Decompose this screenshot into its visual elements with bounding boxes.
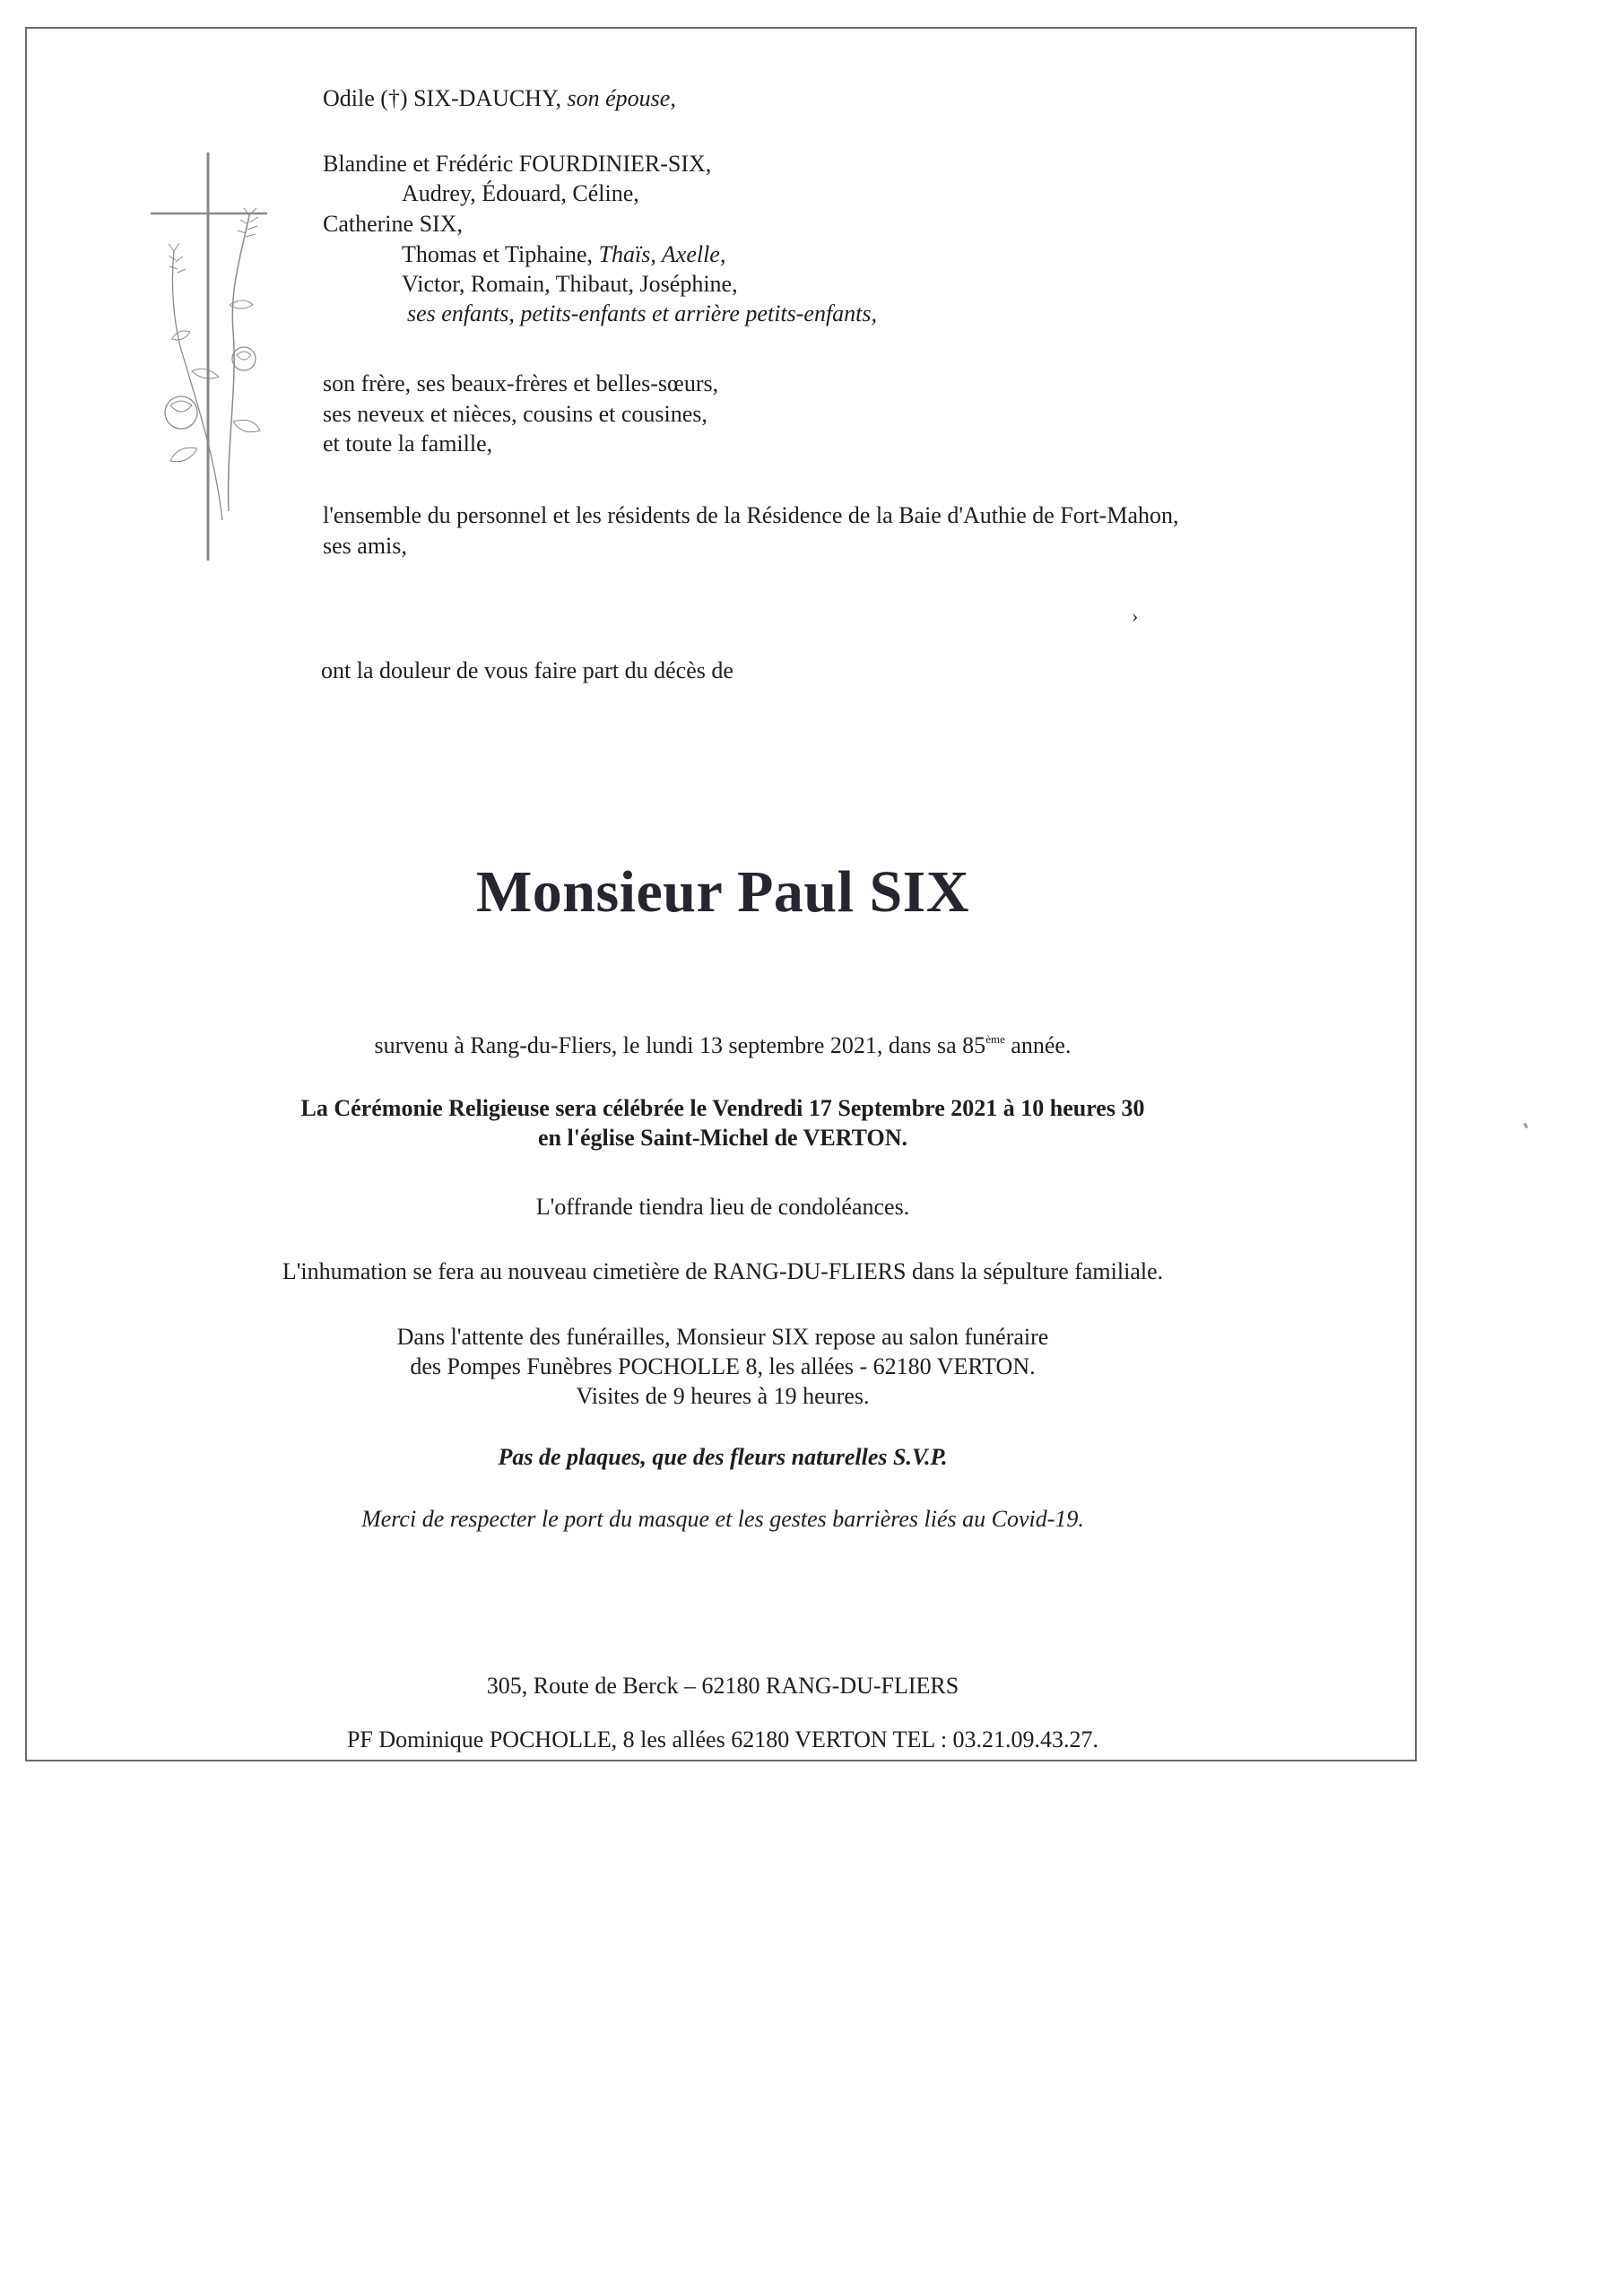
ceremony-line-1: La Cérémonie Religieuse sera célébrée le Vendredi 17 Septembre 2021 à 10 heures 30	[300, 1095, 1145, 1121]
ceremony-line-2: en l'église Saint-Michel de VERTON.	[538, 1125, 907, 1151]
announce-line: ont la douleur de vous faire part du décès de	[321, 657, 733, 683]
address-line: 305, Route de Berck – 62180 RANG-DU-FLIERS	[486, 1673, 959, 1699]
nephews-line: ses neveux et nièces, cousins et cousines,	[323, 401, 707, 427]
rest-line-3: Visites de 9 heures à 19 heures.	[576, 1383, 870, 1409]
death-text: survenu à Rang-du-Fliers, le lundi 13 septembre 2021, dans sa 85	[374, 1032, 986, 1058]
funeral-home-line: PF Dominique POCHOLLE, 8 les allées 62180 VERTON TEL : 03.21.09.43.27.	[346, 1726, 1099, 1752]
wife-role: son épouse,	[567, 85, 676, 111]
death-sup: ème	[985, 1032, 1005, 1046]
child2-line: Catherine SIX,	[323, 211, 463, 237]
great-grandchildren-names: Thaïs, Axelle,	[598, 241, 726, 267]
stray-mark: ›	[1132, 604, 1139, 627]
wife-line	[323, 84, 676, 113]
rest-line-1: Dans l'attente des funérailles, Monsieur SIX repose au salon funéraire	[396, 1324, 1049, 1350]
burial-line: L'inhumation se fera au nouveau cimetière de RANG-DU-FLIERS dans la sépulture familiale.	[282, 1258, 1164, 1284]
offering-line: L'offrande tiendra lieu de condoléances.	[535, 1194, 910, 1220]
child2-kids-b-line: Victor, Romain, Thibaut, Joséphine,	[402, 271, 738, 297]
residence-line: l'ensemble du personnel et les résidents de la Résidence de la Baie d'Authie de Fort-Mahon,	[323, 502, 1179, 528]
family-line: et toute la famille,	[323, 430, 493, 457]
siblings-line: son frère, ses beaux-frères et belles-sœurs,	[323, 370, 719, 396]
rest-line-2: des Pompes Funèbres POCHOLLE 8, les allées - 62180 VERTON.	[410, 1353, 1036, 1379]
death-line	[27, 1031, 1419, 1060]
grandchildren-names: Thomas et Tiphaine,	[402, 241, 594, 267]
wife-name: Odile (†) SIX-DAUCHY,	[323, 85, 562, 111]
flowers-line: Pas de plaques, que des fleurs naturelles S.V.P.	[498, 1444, 948, 1470]
cross-with-flowers-icon	[143, 152, 296, 565]
child2-kids-a-line	[402, 240, 725, 269]
friends-line: ses amis,	[323, 533, 407, 559]
child1-line: Blandine et Frédéric FOURDINIER-SIX,	[323, 151, 712, 177]
covid-line: Merci de respecter le port du masque et les gestes barrières liés au Covid-19.	[361, 1506, 1084, 1532]
deceased-name: Monsieur Paul SIX	[475, 859, 970, 925]
death-end: année.	[1004, 1032, 1072, 1058]
notice-frame	[25, 27, 1417, 1761]
child1-kids-line: Audrey, Édouard, Céline,	[402, 180, 639, 206]
children-role-line: ses enfants, petits-enfants et arrière petits-enfants,	[407, 300, 878, 326]
scan-speck	[1523, 1123, 1529, 1129]
